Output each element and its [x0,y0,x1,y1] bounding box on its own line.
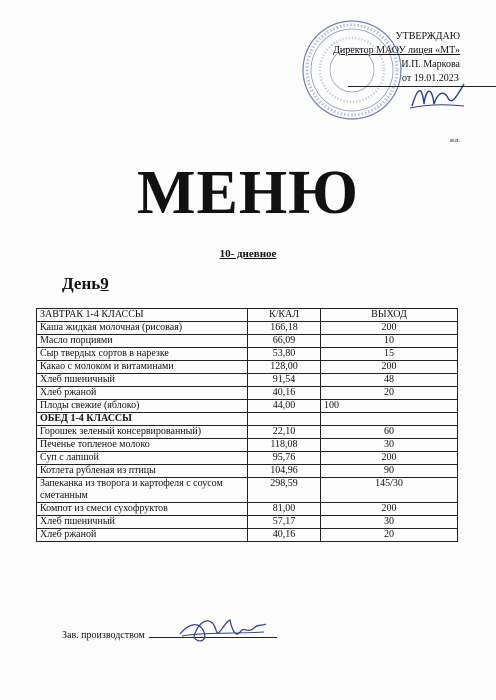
approval-block [290,30,460,87]
dish-output [321,413,458,426]
dish-output: 15 [321,348,458,361]
table-header-row [37,309,458,322]
dish-name: Компот из смеси сухофруктов [37,503,248,516]
dish-kcal: 166,18 [248,322,321,335]
table-row [37,478,458,503]
dish-name: Котлета рубленая из птицы [37,465,248,478]
approve-heading: УТВЕРЖДАЮ [395,31,460,42]
day-heading [62,274,109,294]
table-row [37,439,458,452]
header-meal: ЗАВТРАК 1-4 КЛАССЫ [37,309,248,322]
production-head-signature [174,612,270,648]
dish-output: 90 [321,465,458,478]
dish-kcal: 22,10 [248,426,321,439]
dish-name: Плоды свежие (яблоко) [37,400,248,413]
stamp-place-label: м.п. [449,138,460,144]
table-row [37,516,458,529]
day-label: День [62,274,101,293]
dish-output: 100 [321,400,458,413]
dish-output: 48 [321,374,458,387]
dish-kcal: 40,16 [248,529,321,542]
dish-output: 145/30 [321,478,458,503]
header-output: ВЫХОД [321,309,458,322]
dish-output: 20 [321,529,458,542]
production-head-label: Зав. производством [62,630,145,641]
dish-kcal: 66,09 [248,335,321,348]
page-title: МЕНЮ [137,159,359,227]
dish-kcal: 81,00 [248,503,321,516]
dish-name: Запеканка из творога и картофеля с соусом сметанным [37,478,248,503]
table-section-row [37,413,458,426]
table-row [37,361,458,374]
approval-date: от 19.01.2023 [348,72,496,87]
dish-name: Печенье топленое молоко [37,439,248,452]
menu-table [36,308,458,542]
section-title-lunch: ОБЕД 1-4 КЛАССЫ [37,413,248,426]
header-kcal: К/КАЛ [248,309,321,322]
dish-kcal: 95,76 [248,452,321,465]
dish-name: Хлеб пшеничный [37,374,248,387]
dish-kcal: 298,59 [248,478,321,503]
dish-kcal: 104,96 [248,465,321,478]
table-row [37,400,458,413]
dish-output: 200 [321,361,458,374]
dish-output: 20 [321,387,458,400]
table-row [37,335,458,348]
dish-name: Хлеб пшеничный [37,516,248,529]
day-number: 9 [100,274,109,293]
table-row [37,322,458,335]
dish-output: 200 [321,503,458,516]
page-subtitle: 10- дневное [219,248,277,260]
dish-output: 200 [321,322,458,335]
dish-output: 30 [321,516,458,529]
table-row [37,426,458,439]
dish-kcal: 118,08 [248,439,321,452]
dish-output: 60 [321,426,458,439]
table-row [37,387,458,400]
table-row [37,452,458,465]
dish-output: 200 [321,452,458,465]
dish-name: Каша жидкая молочная (рисовая) [37,322,248,335]
dish-name: Какао с молоком и витаминами [37,361,248,374]
table-row [37,374,458,387]
table-row [37,503,458,516]
dish-name: Хлеб ржаной [37,529,248,542]
director-name: И.П. Маркова [401,59,460,70]
dish-kcal: 128,00 [248,361,321,374]
table-row [37,348,458,361]
dish-output: 10 [321,335,458,348]
dish-kcal: 44,00 [248,400,321,413]
dish-name: Сыр твердых сортов в нарезке [37,348,248,361]
dish-kcal: 40,16 [248,387,321,400]
dish-name: Хлеб ржаной [37,387,248,400]
dish-kcal: 57,17 [248,516,321,529]
dish-kcal [248,413,321,426]
dish-output: 30 [321,439,458,452]
director-position: Директор МАОУ лицея «МТ» [333,45,460,56]
dish-name: Масло порциями [37,335,248,348]
table-row [37,465,458,478]
table-row [37,529,458,542]
dish-name: Горошек зеленый консервированный) [37,426,248,439]
dish-name: Суп с лапшой [37,452,248,465]
dish-kcal: 91,54 [248,374,321,387]
dish-kcal: 53,80 [248,348,321,361]
